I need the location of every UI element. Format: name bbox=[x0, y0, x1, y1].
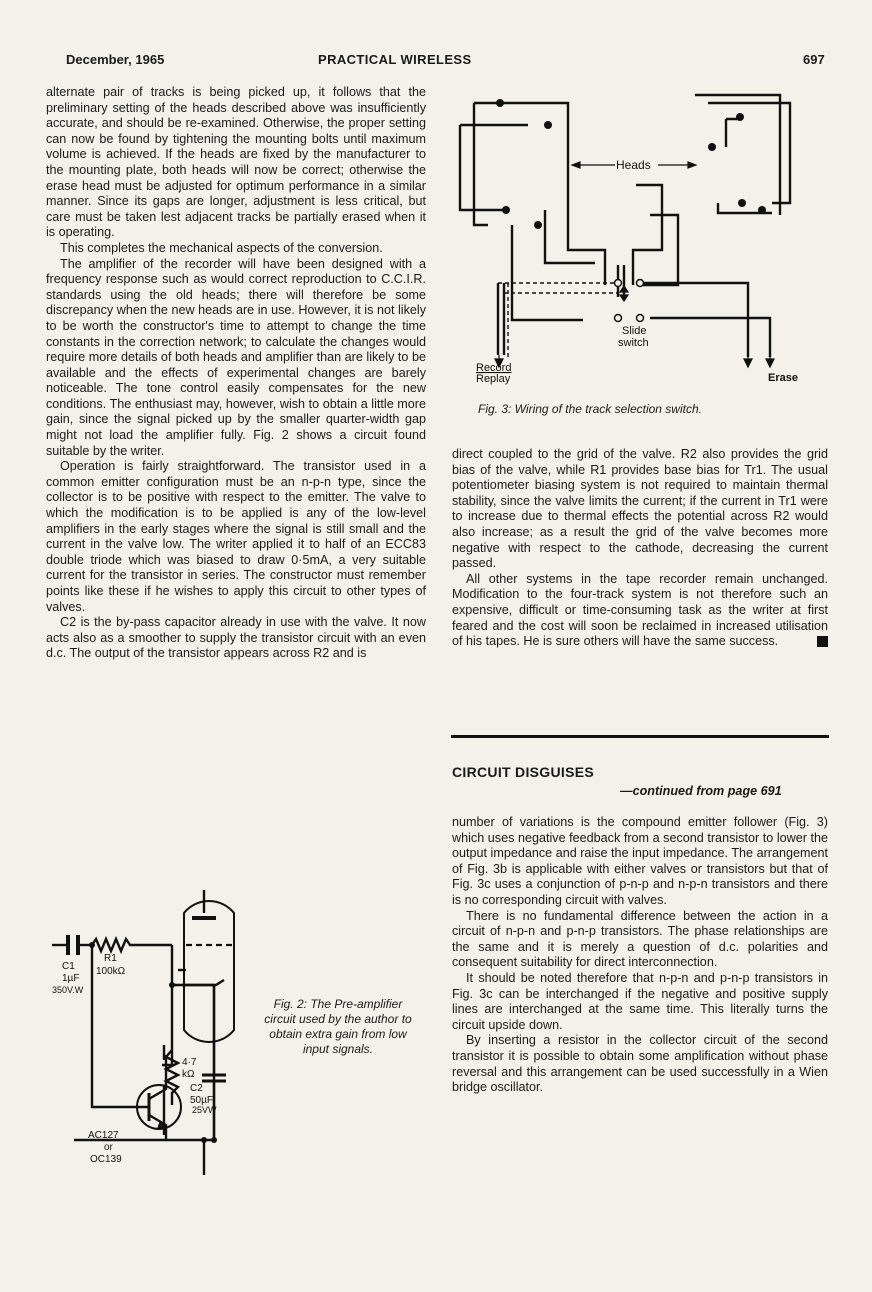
paragraph: All other systems in the tape recorder remain unchanged. Modification to the four-track system is not therefore such an expensive, difficult or time-consuming task as the writer at first feared and the cost will soon be reclaimed in increased utilisation of his tapes. He is sure others will have the same success. bbox=[452, 571, 828, 649]
right-column-text bbox=[452, 447, 828, 650]
paragraph: The amplifier of the recorder will have been designed with a frequency response such as would correct reproduction to C.C.I.R. standards using the old heads; there will therefore be some discrepancy when the new heads are in use. However, it is not likely to be worth the constructor's time to attempt to change the time constants in the correction network; to calculate the changes would require more details of both heads and amplifier than are likely to be available and the effects of experimental changes are barely noticeable. The tone control easily compensates for the new conditions. The enthusiast may, however, wish to obtain a little more gain, since the signal picked up by the smaller quarter-width gap might not load the amplifier fully. Fig. 2 shows a circuit found suitable by the writer. bbox=[46, 256, 426, 458]
paragraph: direct coupled to the grid of the valve. R2 also provides the grid bias of the valve, while R1 provides base bias for Tr1. The usual potentiometer biasing system is not required to maintain thermal stability, since the valve limits the current; if the current in Tr1 were to increase due to thermal effects the potential across R2 would also increase; as a result the grid of the valve becomes more negative with respect to the cathode, decreasing the current passed. bbox=[452, 447, 828, 571]
c1-label: C1 bbox=[62, 961, 75, 972]
transistor-label: AC127 bbox=[88, 1130, 119, 1141]
c2-rating: 25VW bbox=[192, 1105, 217, 1115]
paragraph: By inserting a resistor in the collector circuit of the second transistor it is possible to obtain some amplification without phase reversal and this arrangement can be used successfully in a Wien bridge oscillator. bbox=[452, 1033, 828, 1095]
paragraph: Operation is fairly straightforward. The transistor used in a common emitter configuration must be an n-p-n type, since the collector is to be positive with respect to the emitter. The valve to which the modification is to be applied is any of the low-level amplifiers in the early stages where the signal is still small and the current in the valve low. The writer applied it to half of an ECC83 double triode which was biased to draw 0·5mA, a very suitable current for the transistor in series. The constructor must remember points like these if he wishes to apply this circuit to other types of valves. bbox=[46, 459, 426, 614]
issue-date: December, 1965 bbox=[66, 52, 165, 67]
r2-value: 4·7 bbox=[182, 1057, 197, 1068]
slide-label: Slide bbox=[622, 325, 647, 337]
section-divider bbox=[451, 735, 829, 738]
c2-value: 50µF bbox=[190, 1095, 213, 1106]
page-number: 697 bbox=[803, 52, 825, 67]
c1-value: 1µF bbox=[62, 973, 80, 984]
r2-unit: kΩ bbox=[182, 1069, 195, 1080]
switch-label: switch bbox=[618, 337, 649, 349]
erase-label: Erase bbox=[768, 372, 798, 384]
transistor-alt: OC139 bbox=[90, 1154, 122, 1165]
left-column-text bbox=[46, 85, 426, 662]
paragraph: alternate pair of tracks is being picked up, it follows that the preliminary setting of the heads described above was insufficiently accurate, and should be re-examined. Otherwise, the proper setting can now be found by tightening the mounting bolts until maximum volume is achieved. If the heads are fixed by the manufacturer to the mounting plate, both heads will now be correct; otherwise the erase head must be adjusted for optimum performance in a similar manner. Since its gaps are longer, adjustment is less critical, but care must be taken lest adjacent tracks be partially erased when it is operating. bbox=[46, 85, 426, 240]
fig3-diagram bbox=[450, 85, 830, 390]
paragraph: It should be noted therefore that n-p-n and p-n-p transistors in Fig. 3c can be interchanged if the negative and positive supply lines are interchanged at the same time. This literally turns the circuit upside down. bbox=[452, 970, 828, 1032]
record-label: Record bbox=[476, 362, 512, 374]
fig3-caption: Fig. 3: Wiring of the track selection switch. bbox=[478, 402, 702, 416]
c2-label: C2 bbox=[190, 1083, 203, 1094]
replay-label: Replay bbox=[476, 373, 511, 385]
end-mark-icon bbox=[817, 636, 828, 647]
transistor-or: or bbox=[104, 1142, 113, 1153]
paragraph: This completes the mechanical aspects of the conversion. bbox=[60, 240, 383, 255]
circuit-disguises-title: CIRCUIT DISGUISES bbox=[452, 764, 595, 780]
paragraph: There is no fundamental difference between the action in a circuit of n-p-n and p-n-p transistors. The phase relationships are the same and it is merely a question of d.c. polarities and consequent suitability for direct interconnection. bbox=[452, 908, 828, 970]
magazine-title: PRACTICAL WIRELESS bbox=[318, 52, 472, 67]
continued-note: —continued from page 691 bbox=[620, 784, 782, 798]
r1-label: R1 bbox=[104, 953, 117, 964]
c1-rating: 350V.W bbox=[52, 985, 84, 995]
heads-label: Heads bbox=[616, 158, 651, 172]
fig2-caption: Fig. 2: The Pre-amplifier circuit used by the author to obtain extra gain from low input signals. bbox=[264, 997, 412, 1056]
paragraph: C2 is the by-pass capacitor already in use with the valve. It now acts also as a smoother to supply the transistor circuit with an even d.c. The output of the transistor appears across R2 and is bbox=[46, 615, 426, 661]
r1-value: 100kΩ bbox=[96, 966, 126, 977]
circuit-disguises-text bbox=[452, 815, 828, 1096]
fig2-diagram bbox=[44, 885, 254, 1175]
paragraph: number of variations is the compound emitter follower (Fig. 3) which uses negative feedback from a second transistor to lower the output impedance and raise the input impedance. The arrangement of Fig. 3b is applicable with either valves or transistors but that of Fig. 3c uses a conjunction of p-n-p and n-p-n transistors and there is no corresponding circuit with valves. bbox=[452, 815, 828, 907]
